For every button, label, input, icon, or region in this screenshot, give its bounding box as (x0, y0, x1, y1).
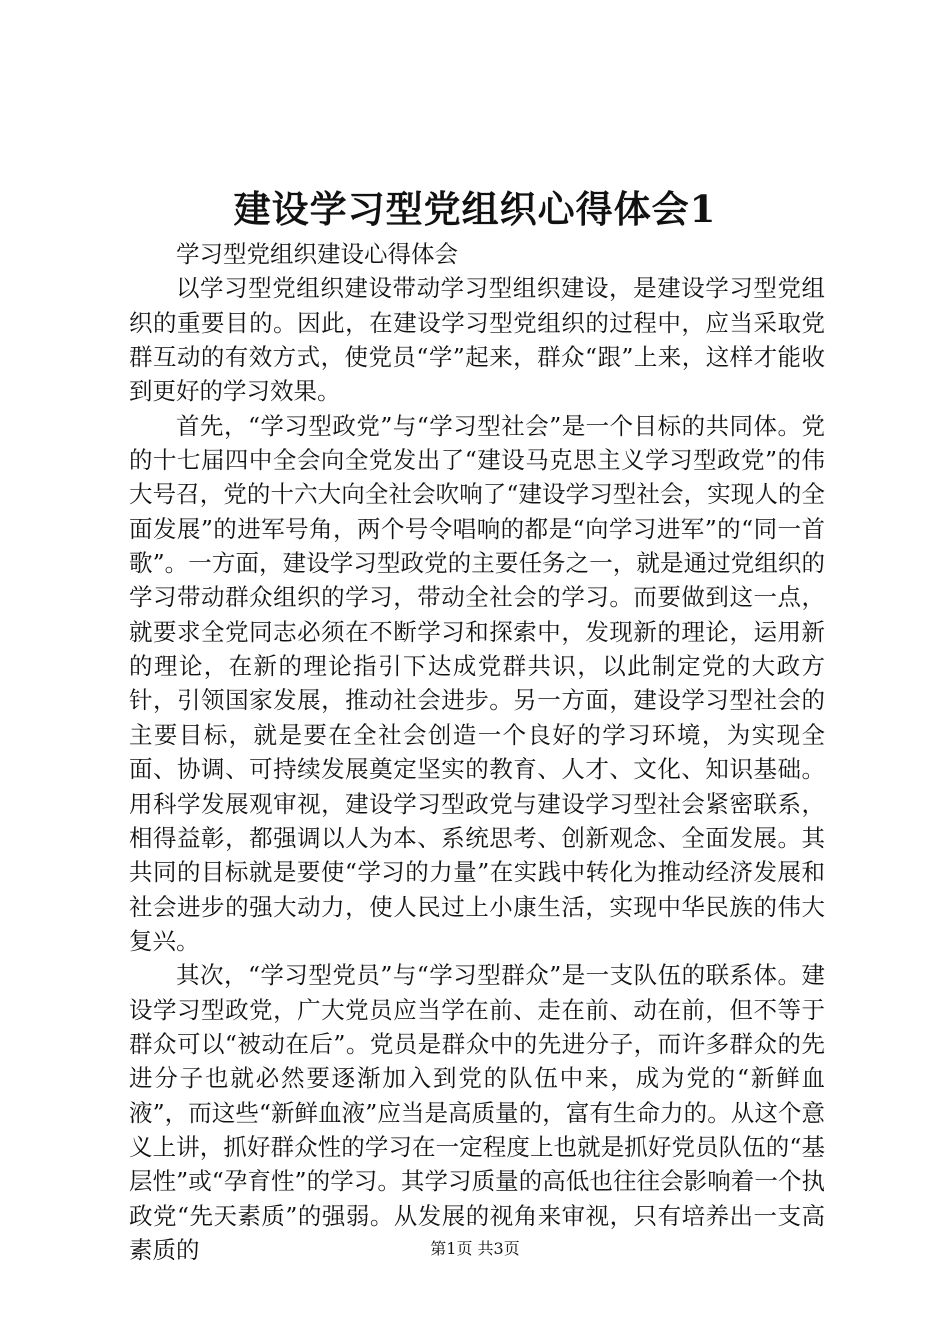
paragraph-subtitle: 学习型党组织建设心得体会 (176, 240, 458, 268)
page-number-footer: 第1页 共3页 (430, 1239, 520, 1258)
document-body (129, 237, 825, 1267)
paragraph-second: 其次，“学习型党员”与“学习型群众”是一支队伍的联系体。建设学习型政党，广大党员应当学在前、走在前、动在前，但不等于群众可以“被动在后”。党员是群众中的先进分子，而许多群众的先进分子也就必然要逐渐加入到党的队伍中来，成为党的“新鲜血液”，而这些“新鲜血液”应当是高质量的，富有生命力的。从这个意义上讲，抓好群众性的学习在一定程度上也就是抓好党员队伍的“基层性”或“孕育性”的学习。其学习质量的高低也往往会影响着一个执政党“先天素质”的强弱。从发展的视角来审视，只有培养出一支高素质的 (129, 961, 825, 1264)
paragraph-first: 首先，“学习型政党”与“学习型社会”是一个目标的共同体。党的十七届四中全会向全党发出了“建设马克思主义学习型政党”的伟大号召，党的十六大向全社会吹响了“建设学习型社会，实现人的全面发展”的进军号角，两个号令唱响的都是“向学习进军”的“同一首歌”。一方面，建设学习型政党的主要任务之一，就是通过党组织的学习带动群众组织的学习，带动全社会的学习。而要做到这一点，就要求全党同志必须在不断学习和探索中，发现新的理论，运用新的理论，在新的理论指引下达成党群共识，以此制定党的大政方针，引领国家发展，推动社会进步。另一方面，建设学习型社会的主要目标，就是要在全社会创造一个良好的学习环境，为实现全面、协调、可持续发展奠定坚实的教育、人才、文化、知识基础。用科学发展观审视，建设学习型政党与建设学习型社会紧密联系，相得益彰，都强调以人为本、系统思考、创新观念、全面发展。其共同的目标就是要使“学习的力量”在实践中转化为推动经济发展和社会进步的强大动力，使人民过上小康生活，实现中华民族的伟大复兴。 (129, 411, 825, 955)
document-title: 建设学习型党组织心得体会1 (233, 187, 717, 231)
paragraph-intro: 以学习型党组织建设带动学习型组织建设，是建设学习型党组织的重要目的。因此，在建设学习型党组织的过程中，应当采取党群互动的有效方式，使党员“学”起来，群众“跟”上来，这样才能收到更好的学习效果。 (129, 274, 825, 406)
